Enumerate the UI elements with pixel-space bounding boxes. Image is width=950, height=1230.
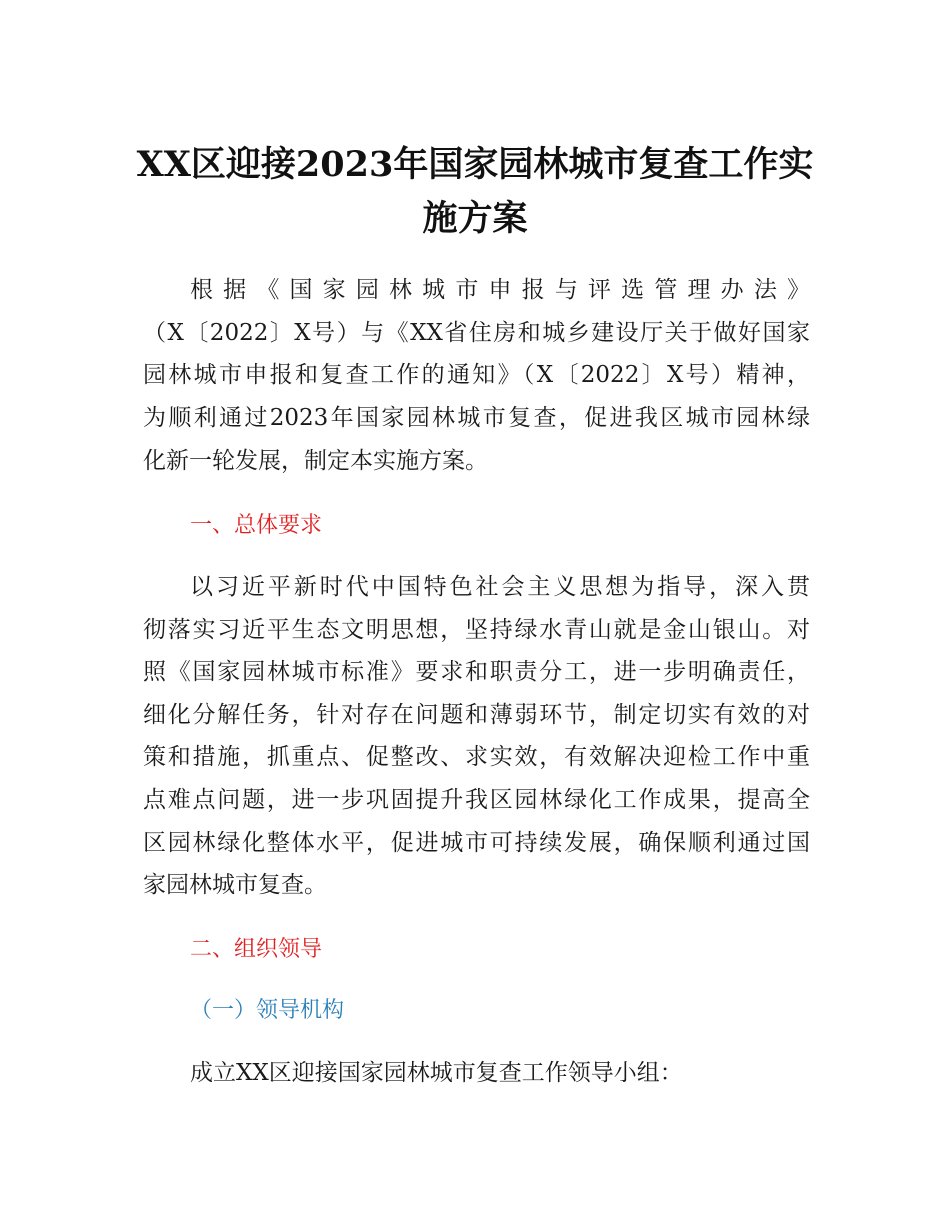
section-1-line-1: 以习近平新时代中国特色社会主义思想为指导，深入贯 <box>190 574 810 600</box>
intro-line-5: 化新一轮发展，制定本实施方案。 <box>143 448 488 474</box>
intro-line-4: 为顺利通过2023年国家园林城市复查，促进我区城市园林绿 <box>143 405 810 431</box>
title-line-1: XX区迎接2023年国家园林城市复查工作实 <box>136 144 814 185</box>
leadership-group-line: 成立XX区迎接国家园林城市复查工作领导小组： <box>190 1060 683 1086</box>
section-1-line-8: 家园林城市复查。 <box>143 872 327 898</box>
document-title <box>120 138 830 246</box>
intro-line-2: （X〔2022〕X号）与《XX省住房和城乡建设厅关于做好国家 <box>143 320 810 346</box>
section-1-line-7: 区园林绿化整体水平，促进城市可持续发展，确保顺利通过国 <box>143 830 810 856</box>
intro-line-1: 根据《国家园林城市申报与评选管理办法》 <box>190 277 810 303</box>
subsection-1-heading: （一）领导机构 <box>190 998 345 1023</box>
title-line-2: 施方案 <box>422 198 528 239</box>
section-1-line-3: 照《国家园林城市标准》要求和职责分工，进一步明确责任， <box>143 659 810 685</box>
section-1-line-4: 细化分解任务，针对存在问题和薄弱环节，制定切实有效的对 <box>143 702 810 728</box>
section-1-line-2: 彻落实习近平生态文明思想，坚持绿水青山就是金山银山。对 <box>143 617 810 643</box>
intro-line-3: 园林城市申报和复查工作的通知》（X〔2022〕X号）精神， <box>143 362 810 388</box>
section-1-heading: 一、总体要求 <box>190 513 323 538</box>
section-1-line-6: 点难点问题，进一步巩固提升我区园林绿化工作成果，提高全 <box>143 787 810 813</box>
section-2-heading: 二、组织领导 <box>190 937 323 962</box>
section-1-line-5: 策和措施，抓重点、促整改、求实效，有效解决迎检工作中重 <box>143 744 810 770</box>
